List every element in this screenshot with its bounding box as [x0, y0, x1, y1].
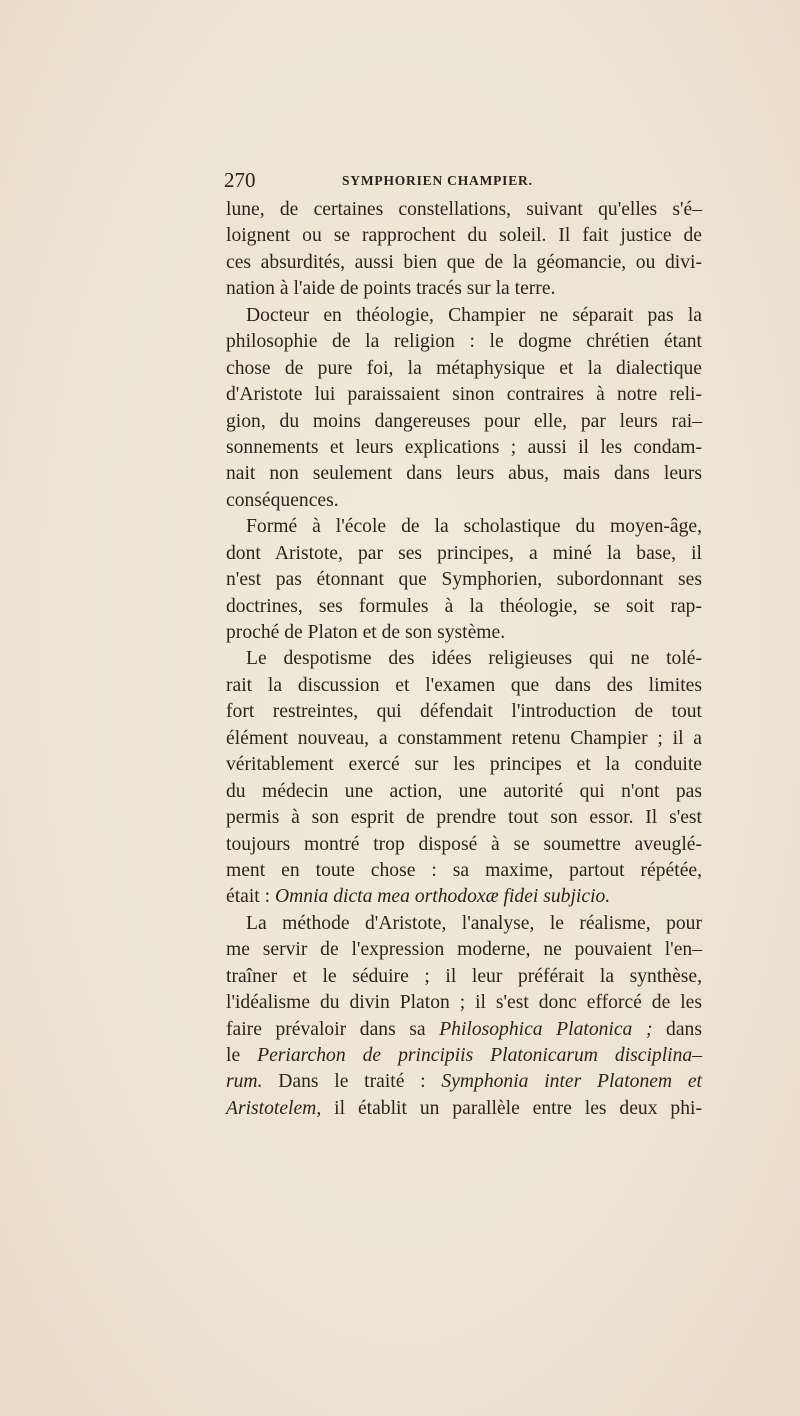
text-line: du médecin une action, une autorité qui n'ont pas: [226, 780, 702, 802]
text-line: [226, 884, 702, 910]
text-line: lune, de certaines constellations, suivant qu'elles s'é–: [226, 199, 702, 220]
italic-text: rum.: [226, 1071, 263, 1093]
text-line: proché de Platon et de son système.: [226, 622, 506, 643]
page-header: [224, 168, 702, 190]
italic-text: Periarchon de principiis Platonicarum disciplina–: [257, 1045, 702, 1066]
text-line: philosophie de la religion : le dogme chrétien étant: [226, 331, 702, 353]
text-line: doctrines, ses formules à la théologie, se soit rap-: [226, 595, 702, 617]
text-line: La méthode d'Aristote, l'analyse, le réalisme, pour: [246, 912, 702, 934]
text-line: ment en toute chose : sa maxime, partout répétée,: [226, 859, 702, 881]
text-span: il établit un parallèle entre les deux phi-: [321, 1097, 702, 1119]
text-line: fort restreintes, qui défendait l'introduction de tout: [226, 701, 702, 723]
text-line: véritablement exercé sur les principes et la conduite: [226, 754, 702, 776]
text-line: [226, 1017, 702, 1043]
italic-text: Aristotelem,: [226, 1097, 322, 1119]
text-line: nait non seulement dans leurs abus, mais dans leurs: [226, 463, 702, 485]
text-line: loignent ou se rapprochent du soleil. Il fait justice de: [226, 225, 702, 247]
italic-text: Omnia dicta mea orthodoxæ fidei subjicio.: [274, 886, 611, 908]
text-line: me servir de l'expression moderne, ne pouvaient l'en–: [226, 939, 702, 961]
text-span: Dans le traité :: [262, 1071, 442, 1093]
text-line: [226, 1096, 702, 1122]
page-number: 270: [224, 168, 256, 192]
italic-text: Symphonia inter Platonem et: [441, 1071, 702, 1093]
text-line: rait la discussion et l'examen que dans des limites: [226, 674, 702, 696]
text-line: [226, 1069, 702, 1095]
text-line: [226, 1043, 702, 1069]
text-line: Le despotisme des idées religieuses qui ne tolé-: [246, 648, 702, 670]
body-text: [226, 197, 702, 1122]
text-line: Docteur en théologie, Champier ne séparait pas la: [246, 304, 702, 326]
text-line: Formé à l'école de la scholastique du moyen-âge,: [246, 516, 702, 538]
text-line: l'idéalisme du divin Platon ; il s'est donc efforcé de les: [226, 992, 702, 1014]
text-span: dans: [652, 1018, 702, 1040]
text-span: était :: [226, 886, 275, 908]
text-line: sonnements et leurs explications ; aussi il les condam-: [226, 436, 702, 458]
text-line: conséquences.: [226, 489, 339, 511]
italic-text: Philosophica Platonica ;: [439, 1018, 653, 1040]
text-line: nation à l'aide de points tracés sur la terre.: [226, 278, 556, 300]
text-line: dont Aristote, par ses principes, a miné la base, il: [226, 542, 702, 564]
text-line: gion, du moins dangereuses pour elle, par leurs rai–: [226, 410, 702, 432]
text-span: faire prévaloir dans sa: [226, 1018, 440, 1040]
text-line: toujours montré trop disposé à se soumettre aveuglé-: [226, 833, 702, 855]
text-line: d'Aristote lui paraissaient sinon contraires à notre reli-: [226, 384, 702, 406]
text-line: traîner et le séduire ; il leur préférait la synthèse,: [226, 965, 702, 987]
text-line: élément nouveau, a constamment retenu Champier ; il a: [226, 727, 702, 749]
text-line: ces absurdités, aussi bien que de la géomancie, ou divi-: [226, 251, 702, 273]
text-line: permis à son esprit de prendre tout son essor. Il s'est: [226, 807, 702, 829]
running-head: SYMPHORIEN CHAMPIER.: [342, 173, 533, 188]
text-line: n'est pas étonnant que Symphorien, subordonnant ses: [226, 569, 702, 591]
text-line: chose de pure foi, la métaphysique et la dialectique: [226, 357, 702, 379]
text-span: le: [226, 1045, 258, 1066]
